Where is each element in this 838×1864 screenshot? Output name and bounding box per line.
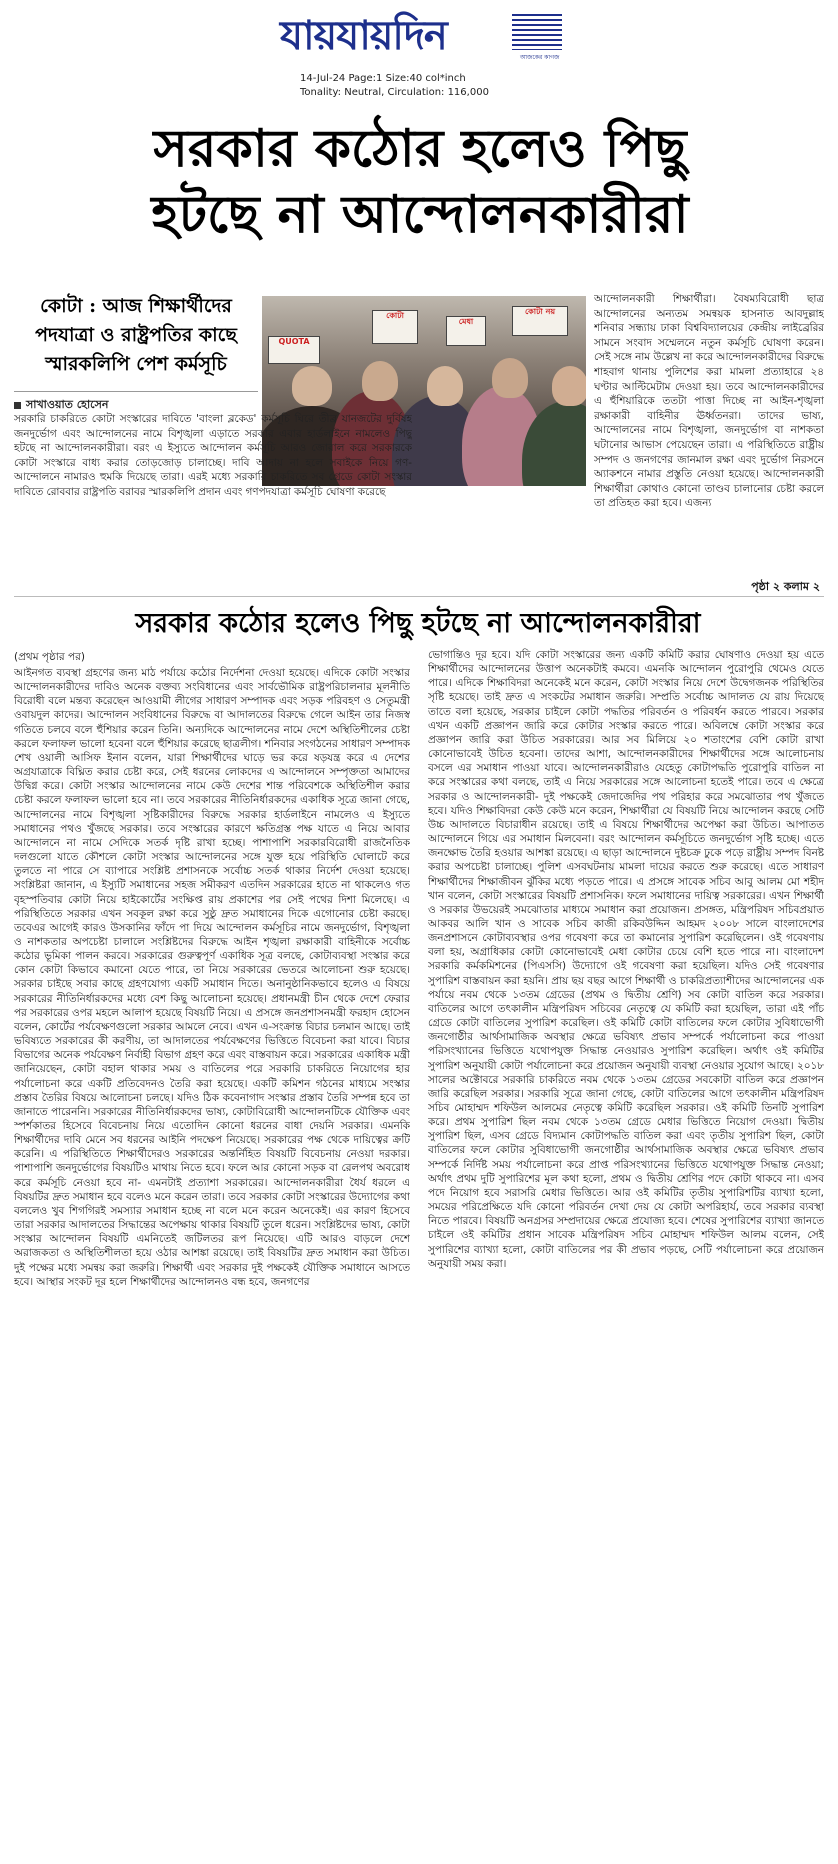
masthead: [0, 0, 838, 100]
headline-line-1: সরকার কঠোর হলেও পিছু: [153, 118, 687, 179]
newspaper-logo: [280, 4, 560, 60]
continued-marker: পৃষ্ঠা ২ কলাম ২: [751, 580, 820, 593]
right-column: আন্দোলনকারী শিক্ষার্থীরা। বৈষম্যবিরোধী ছাত্র আন্দোলনের অন্যতম সমন্বয়ক হাসনাত আবদুল্লাহ শনিবার সন্ধ্যায় ঢাকা বিশ্ববিদ্যালয়ের কেন্দ্রীয় লাইব্রেরির সামনে সংবাদ সম্মেলনে নতুন কর্মসূচি ঘোষণা করেন। সেই সঙ্গে নাম উল্লেখ না করে আন্দোলনকারীদের বিরুদ্ধে শাহবাগ থানায় পুলিশের করা মামলা প্রত্যাহারে ২৪ ঘণ্টার আল্টিমেটাম দেওয়া হয়। তবে আন্দোলনকারীদের এ হুঁশিয়ারিকে ততটা পাত্তা দিচ্ছে না আইন-শৃঙ্খলা রক্ষাকারী বাহিনীর ঊর্ধ্বতনরা। তাদের ভাষ্য, আন্দোলনের নামে বিশৃঙ্খলা, জনদুর্ভোগ বা নাশকতা ঘটানোর আভাস পেয়েছেন তারা। এ পরিস্থিতিতে রাষ্ট্রীয় সম্পদ ও জনগণের জানমাল রক্ষা এবং দুর্ভোগ নিরসনে অ্যাকশনে নামার প্রস্তুতি নেওয়া হয়েছে। আন্দোলনকারী শিক্ষার্থীরা কোথাও কোনো তাণ্ডব চালানোর চেষ্টা করলে তা প্রতিহত করা হবে। এজন্য: [594, 293, 824, 510]
logo-stripes-icon: [512, 14, 562, 50]
continuation-left-column: আইনগত ব্যবস্থা গ্রহণের জন্য মাঠ পর্যায়ে কঠোর নির্দেশনা দেওয়া হয়েছে। এদিকে কোটা সংস্কার আন্দোলনকারীদের দাবিও অনেক বক্তব্য সংবিধানের এবং সার্বভৌমিক রাষ্ট্রপরিচালনার মূলনীতি বিরোধী বলে মন্তব্য করেছেন আওয়ামী লীগের সাধারণ সম্পাদক এবং সড়ক পরিবহণ ও সেতুমন্ত্রী ওবায়দুল কাদের। আন্দোলন সংবিধানের বিরুদ্ধে বা আদালতের বিরুদ্ধে গেলে আইন তার নিজস্ব গতিতে চলবে বলে হুঁশিয়ার করেন তিনি। অন্যদিকে আন্দোলনের নামে দেশে অস্থিতিশীলের চেষ্টা করলে ফলাফল ভালো হবেনা বলে হুঁশিয়ার করেছে ছাত্রলীগ। শনিবার সংগঠনের সাধারণ সম্পাদক শেখ ওয়ালী আসিফ ইনান বলেন, যারা শিক্ষার্থীদের ঘাড়ে ভর করে ষড়যন্ত্র করে এ দেশের অগ্রযাত্রাকে বিঘ্নিত করার চেষ্টা করে, সেই ধরনের লোকদের এ আন্দোলনে সম্পৃক্ততা আমাদের উদ্বিগ্ন করে। কোটা সংস্কার আন্দোলনের নামে কেউ দেশের শান্ত পরিবেশকে অস্থিতিশীল করার চেষ্টা করলে ফলাফল ভালো হবে না। তবে সরকারের নীতিনির্ধারকদের একাধিক সূত্রে জানা গেছে, আন্দোলনের নামে বিশৃঙ্খলা সৃষ্টিকারীদের বিরুদ্ধে সরকার হার্ডলাইনে নামলেও এ ইস্যুতে সমাধানের পথও খুঁজছে সরকার। তবে সংস্কারের কারণে ক্ষতিগ্রস্ত পক্ষ যাতে এ নিয়ে আবার আন্দোলনে না নামে সেদিকে সতর্ক দৃষ্টি রাখা হচ্ছে। পাশাপাশি সরকারবিরোধী রাজনৈতিক দলগুলো যাতে কৌশলে কোটা সংস্কার আন্দোলনের সঙ্গে যুক্ত হয়ে পরিস্থিতি ঘোলাটে করে তুলতে না পারে সে ব্যাপারে সংশ্লিষ্ট প্রশাসনকে সর্বোচ্চ সতর্ক থাকার নির্দেশ দেওয়া হয়েছে। সংশ্লিষ্টরা জানান, এ ইস্যুটি সমাধানের সহজ সমীকরণ এতদিন সরকারের হাতে না থাকলেও গত বৃহস্পতিবার কোটা নিয়ে হাইকোর্টের সংক্ষিপ্ত রায় প্রকাশের পর সেই পথের দিশা মিলেছে। এ পরিস্থিতিতে সরকার এখন সবকূল রক্ষা করে সুষ্ঠু দ্রুত সমাধানের দিকে এগোনোর চেষ্টা করছে। তবেএর আগেই কারও উসকানির ফাঁদে পা দিয়ে আন্দোলন কর্মসূচির নামে জনদুর্ভোগ, বিশৃঙ্খলা ও নাশকতার অপচেষ্টা চালালে সংশ্লিষ্টদের বিরুদ্ধে আইন শৃঙ্খলা রক্ষাকারী বাহিনীকে সর্বোচ্চ কঠোর ভূমিকা পালন করবে। সরকারের গুরুত্বপূর্ণ একাধিক সূত্র বলছে, কোটাব্যবস্থা সংস্কার করে কোন কোটা কিভাবে কমানো যেতে পারে, তা নিয়ে সরকারের ভেতরে আলোচনা শুরু হয়েছে। সরকার চাইছে সবার কাছে গ্রহণযোগ্য একটি সমাধান দিতে। অনানুষ্ঠানিকভাবে হলেও এ বিষয়ে সরকারের নীতিনির্ধারকদের মধ্যে বেশ কিছু আলোচনা হয়েছে। প্রধানমন্ত্রী চীন থেকে দেশে ফেরার পর সরকারের ওপর মহলে আলাপ হয়েছে বিষয়টি নিয়ে। এ প্রসঙ্গে জনপ্রশাসনমন্ত্রী ফরহাদ হোসেন বলেন, কোর্টের পর্যবেক্ষণগুলো সরকার আমলে নেবে। এখন এ-সংক্রান্ত বিচার চলমান আছে। তাই ভবিষ্যতে সরকারের কী করণীয়, তা আদালতের পর্যবেক্ষণের ভিত্তিতে বিবেচনা করা যাবে। বিচার বিভাগের অনেক পর্যবেক্ষণ নির্বাহী বিভাগ গ্রহণ করে এবং বাস্তবায়ন করে। সরকারের একাধিক মন্ত্রী জানিয়েছেন, কোটা বহাল থাকার সময় ও বাতিলের পরে সরকারি চাকরিতে নিয়োগের হার পর্যালোচনা করে একটি প্রতিবেদনও তৈরি করা হয়েছে। একটি কমিশন গঠনের মাধ্যমে সংস্কার প্রস্তাব তৈরির বিষয়ে আলোচনা চলছে। যদিও ঠিক কবেনাগাদ সংস্কার প্রস্তাব তৈরি সম্পন্ন হবে তা জানাতে পারেননি। সরকারের নীতিনির্ধারকদের ভাষ্য, কোটাবিরোধী আন্দোলনটিকে যৌক্তিক এবং স্পর্শকাতর হিসেবে বিবেচনায় নিয়ে এতোদিন কোনো ধরনের বাধা দেয়নি সরকার। এমনকি শিক্ষার্থীদের দাবি মেনে সব ধরনের আইনি পদক্ষেপ নিয়েছে। সরকারের পক্ষ থেকে দায়িত্বের ক্রটি করেনি। এ পরিস্থিতিতে শিক্ষার্থীদেরও সরকারের অন্তর্নিহিত বিষয়টি বিবেচনায় নেওয়া দরকার। পাশাপাশি জনদুর্ভোগের বিষয়টিও মাথায় নিতে হবে। ফলে আর কোনো সড়ক বা রেলপথ অবরোধ করে কর্মসূচি নেওয়া হবে না- এমনটাই প্রত্যাশা সরকারের। আন্দোলনকারীরা ধৈর্য ধরলে এ বিষয়টির দ্রুত সমাধান হবে বলেও মনে করেন তারা। তবে সরকার কোটা সংস্কারের উদ্যোগের কথা বললেও খুব শিগগিরই সমস্যার সমাধান হচ্ছে না বলে মনে করেন অনেকেই। এর কারণ হিসেবে তারা সরকার আদালতের সিদ্ধান্তের অপেক্ষায় থাকার বিষয়টি তুলে ধরেন। সংশ্লিষ্টদের ভাষ্য, কোটা সংস্কার আন্দোলন বিষয়টি এমনিতেই জটিলতর রূপ নিয়েছে। এটি আরও বাড়লে দেশে অরাজকতা ও অস্থিতিশীলতা হয়ে ওঠার আশঙ্কা রয়েছে। তাই বিষয়টির দ্রুত সমাধান করা উচিত। দুই পক্ষের মধ্যে সমন্বয় করা জরুরি। শিক্ষার্থী এবং সরকার দুই পক্ষকেই যৌক্তিক সমাধানে আসতে হবে। আস্থার সংকট দূর হলে শিক্ষার্থীদের আন্দোলনও বন্ধ হবে, জনগণের: [14, 667, 410, 1288]
byline: সাখাওয়াত হোসেন: [14, 396, 108, 415]
lead-column: সরকারি চাকরিতে কোটা সংস্কারের দাবিতে 'বাংলা ব্লকেড' কর্মসূচি ঘিরে তীব্র যানজটের দুর্বিষহ জনদুর্ভোগ এবং আন্দোলনের নামে বিশৃঙ্খলা এড়াতে সরকার এবার হার্ডলাইনে নামলেও পিছু হটছে না আন্দোলনকারীরা। বরং এ ইস্যুতে আন্দোলন কর্মসূচি আরও জোরাল করে সরকারকে কোটা সংস্কারে বাধ্য করার তোড়জোড় চালাচ্ছে। দাবি আদায় না হলে সবাইকে নিয়ে গণ-আন্দোলনে নামারও হুমকি দিয়েছে তারা। এরই মধ্যে সরকারি চাকরিতে সব গ্রেডে কোটা সংস্কার দাবিতে রোববার রাষ্ট্রপতি বরাবর স্মারকলিপি প্রদান এবং গণপদযাত্রা কর্মসূচি ঘোষণা করেছে: [14, 413, 412, 498]
from-page-note: (প্রথম পৃষ্ঠার পর): [14, 651, 86, 663]
continuation-right-column: ভোগান্তিও দূর হবে। যদি কোটা সংস্কারের জন্য একটি কমিটি করার ঘোষণাও দেওয়া হয় এতে শিক্ষার্থীদের আন্দোলনের উত্তাপ অনেকটাই কমবে। এমনকি আন্দোলন পুরোপুরি থেমেও যেতে পারে। এদিকে শিক্ষাবিদরা অনেকেই মনে করেন, কোটা সংস্কার নিয়ে দেশে উদ্বেগজনক পরিস্থিতির সৃষ্টি হয়েছে। তাই দ্রুত এ সংকটের সমাধান জরুরি। সম্প্রতি সর্বোচ্চ আদালত যে রায় দিয়েছে তাতে বলা হয়েছে, সরকার চাইলে কোটা পদ্ধতির পরিবর্তন ও পরিবর্ধন করতে পারবে। সরকার এখন একটি প্রজ্ঞাপন জারি করে কোটার সংস্কার করতে পারে। অবিলম্বে কোটা সংস্কার করে প্রজ্ঞাপন জারি করা উচিত সরকারের। আর সব মিলিয়ে ২০ শতাংশের বেশি কোটা রাখা কোনোভাবেই উচিত হবেনা। তাদের আশা, আন্দোলনকারীদের শিক্ষার্থীদের সঙ্গে আলোচনায় বসলে এর সমাধান পাওয়া যাবে। আন্দোলনকারীরাও যেহেতু কোটাপদ্ধতি পুরোপুরি বাতিল না করে সংস্কারের কথা বলছে, তাই এ নিয়ে সরকারের সঙ্গে আলোচনা হতেই পারে। তবে এ ক্ষেত্রে সরকার ও আন্দোলনকারী- দুই পক্ষকেই জেদাজেদির পথ পরিহার করে সমঝোতার পথ খুঁজতে হবে। যদিও শিক্ষাবিদরা কেউ কেউ মনে করেন, শিক্ষার্থীরা যে বিষয়টি নিয়ে আন্দোলন করছে সেটি উচ্চ আদালতে বিচারাধীন রয়েছে। তাই এ বিষয়ে শিক্ষার্থীদের অপেক্ষা করা উচিত। আপাতত আন্দোলনে গিয়ে এর সমাধান মিলবেনা। বরং আন্দোলন কর্মসূচিতে জনদুর্ভোগ সৃষ্টি হচ্ছে। এতে জনক্ষোভ তৈরি হওয়ার আশঙ্কা রয়েছে। এ ছাড়া আন্দোলনে দুষ্টচক্র ঢুকে পড়ে রাষ্ট্রীয় সম্পদ বিনষ্ট করার অপচেষ্টা চালাচ্ছে। পুলিশ এসবঘটনায় মামলা দায়ের করতে শুরু করেছে। এতে সাধারণ শিক্ষার্থীদের শিক্ষাজীবন ঝুঁকির মধ্যে পড়তে পারে। এ প্রসঙ্গে সাবেক সচিব আবু আলম মো শহীদ খান বলেন, কোটা সংস্কারের বিষয়টি প্রশাসনিক। ফলে সমাধানের দায়িত্ব সরকারের। এখন শিক্ষার্থী ও সরকার উভয়েরই সমঝোতার মাধ্যমে সমাধান করা প্রয়োজন। প্রসঙ্গত, মন্ত্রিপরিষদ সচিবপ্রয়াত আকবর আলি খান ও সাবেক সচিব কাজী রকিবউদ্দিন আহমদ ২০০৮ সালে বাংলাদেশের জনপ্রশাসনে কোটাব্যবস্থার ওপর গবেষণা করে তা কমানোর সুপারিশ করেছিলেন। ওই গবেষণায় বলা হয়, অগ্রাধিকার কোটা কোনোভাবেই মেধা কোটার চেয়ে বেশি হতে পারে না। বাংলাদেশ সরকারি কর্মকমিশনের (পিএসসি) উদ্যোগে ওই গবেষণা করা হয়েছিল। যদিও সেই গবেষণার সুপারিশ বাস্তবায়ন করা হয়নি। প্রায় ছয় বছর আগে শিক্ষার্থী ও চাকরিপ্রত্যাশীদের আন্দোলনের এক পর্যায়ে নবম থেকে ১৩তম গ্রেডের (প্রথম ও দ্বিতীয় শ্রেণি) সব কোটা বাতিল করে সরকার। বাতিলের আগে তৎকালীন মন্ত্রিপরিষদ সচিবের নেতৃত্বে যে কমিটি করা হয়েছিল, তারা এই পাঁচ গ্রেডে কোটা বাতিলের সুপারিশ করেছিল। ওই কমিটি কোটা বাতিলের ফলে কোটার সুবিধাভোগী জনগোষ্ঠীর আর্থসামাজিক অবস্থার ক্ষেত্রে ভবিষ্যৎ প্রভাব সম্পর্কে পর্যালোচনা করে পাওয়া পরিসংখ্যানের ভিত্তিতে যথোপযুক্ত সিদ্ধান্ত নেওয়ারও সুপারিশ করেছিল। অর্থাৎ ওই কমিটির সুপারিশ অনুযায়ী কোটা পর্যালোচনা করে প্রয়োজন অনুযায়ী ব্যবস্থা নেওয়ার সুযোগ আছে। ২০১৮ সালের অক্টোবরে সরকারি চাকরিতে নবম থেকে ১৩তম গ্রেডের সবকোটা বাতিল করে প্রজ্ঞাপন জারি করেছিল সরকার। সরকারি সূত্রে জানা গেছে, কোটা বাতিলের আগে তৎকালীন মন্ত্রিপরিষদ সচিব মোহাম্মদ শফিউল আলমের নেতৃত্বে কমিটি করেছিল সরকার। ওই কমিটি তিনটি সুপারিশ করে। প্রথম সুপারিশ ছিল নবম থেকে ১৩তম গ্রেডে মেধার ভিত্তিতে নিয়োগ দেওয়া। দ্বিতীয় সুপারিশ ছিল, এসব গ্রেডে বিদ্যমান কোটাপদ্ধতি বাতিল করা এবং তৃতীয় সুপারিশ ছিল, কোটা বাতিলের ফলে কোটার সুবিধাভোগী জনগোষ্ঠীর আর্থসামাজিক অবস্থার ক্ষেত্রে ভবিষ্যৎ প্রভাব সম্পর্কে নির্দিষ্ট সময় পর্যালোচনা করে প্রাপ্ত পরিসংখ্যানের ভিত্তিতে যথোপযুক্ত সিদ্ধান্ত নেওয়া; অর্থাৎ প্রথম দুটি সুপারিশের মূল কথা হলো, প্রথম ও দ্বিতীয় শ্রেণির পদে কোটা থাকবে না। এসব পদে নিয়োগ হবে সরাসরি মেধার ভিত্তিতে। আর ওই কমিটির তৃতীয় সুপারিশটির ব্যাখ্যা হলো, সময়ের পরিপ্রেক্ষিতে যদি কোনো পরিবর্তন দেখা দেয় যে কোটা অপরিহার্য, তবে সরকার ব্যবস্থা নিতে পারবে। বিষয়টি অনগ্রসর সম্প্রদায়ের ক্ষেত্রে প্রযোজ্য হবে। শেষের সুপারিশের ব্যাখ্যা জানতে চাইলে ওই কমিটির প্রধান সাবেক মন্ত্রিপরিষদ সচিব মোহাম্মদ শফিউল আলম বলেন, সেই সুপারিশের ব্যাখ্যা হলো, কোটা বাতিলের পর কী প্রভাব পড়ছে, সেটি পর্যালোচনা করে প্রয়োজন অনুযায়ী সময় করা।: [428, 649, 824, 1270]
meta-date-page: 14-Jul-24 Page:1 Size:40 col*inch: [300, 73, 466, 84]
meta-tonality: Tonality: Neutral, Circulation: 116,000: [300, 87, 489, 98]
protest-sign-1: QUOTA: [268, 336, 320, 364]
protest-sign-2: কোটা: [372, 310, 418, 344]
clipping-meta: [300, 72, 540, 100]
headline-line-2: হটছে না আন্দোলনকারীরা: [151, 184, 689, 245]
protest-sign-4: কোটা নয়: [512, 306, 568, 336]
logo-text: যায়যায়দিন: [280, 12, 447, 59]
subhead-box: [14, 292, 258, 392]
section-divider: [14, 596, 824, 597]
main-headline: [40, 116, 800, 248]
protest-sign-3: মেধা: [446, 316, 486, 346]
logo-subtitle: আজকের কাগজ: [520, 54, 560, 61]
continuation-headline: সরকার কঠোর হলেও পিছু হটছে না আন্দোলনকারীরা: [135, 608, 701, 639]
subheadline: কোটা : আজ শিক্ষার্থীদের পদযাত্রা ও রাষ্ট্রপতির কাছে স্মারকলিপি পেশ কর্মসূচি: [35, 295, 237, 375]
